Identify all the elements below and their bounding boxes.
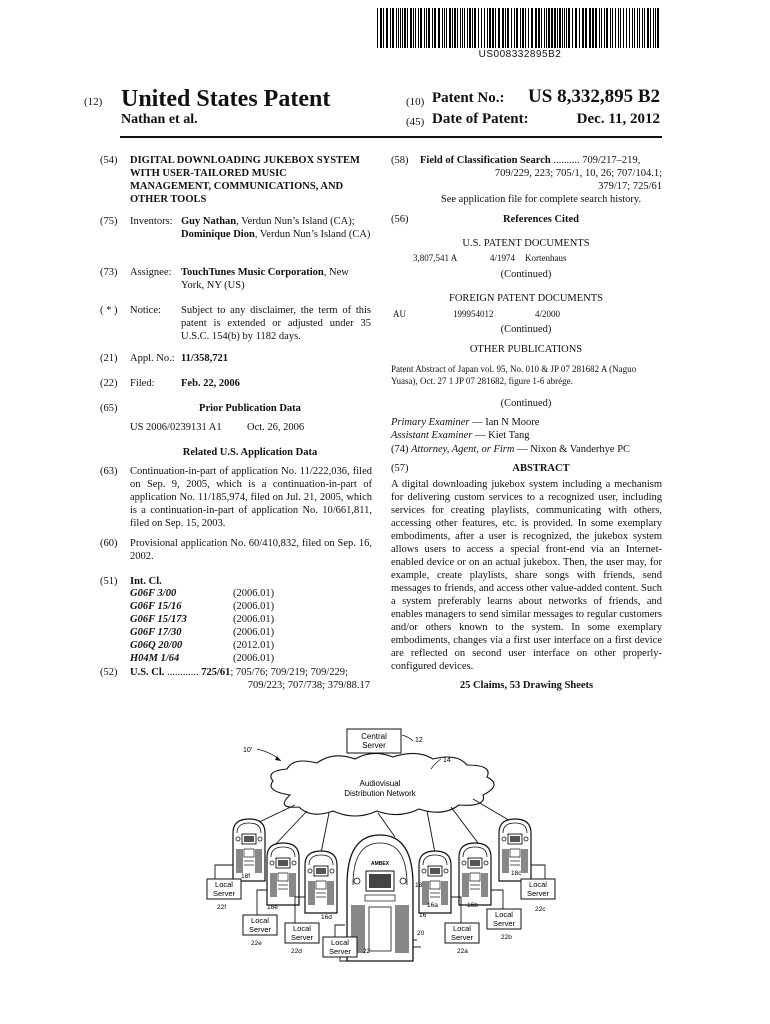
network-label-1: Audiovisual [359,779,401,788]
local-server-22f-label-2: Server [212,889,236,898]
barcode-bar [604,8,605,48]
barcode-bar [522,8,524,48]
local-server-22c-label-2: Server [526,889,550,898]
notice-text: Subject to any disclaimer, the term of this patent is extended or adjusted under 35 U.S.C. 154(b) by 1182 days. [181,305,371,342]
barcode-bar [377,8,378,48]
int-cl-class: G06F 15/173 [130,614,187,625]
barcode-bar [554,8,556,48]
barcode-bar [474,8,476,48]
jukebox-18f [233,819,265,881]
barcode-bar [618,8,619,48]
local-server-22c [521,879,555,899]
int-cl-version: (2006.01) [233,653,275,664]
prior-pub-heading: Prior Publication Data [199,403,301,414]
primary-examiner [391,416,539,429]
barcode-bar [438,8,440,48]
local-server-22b-label-1: Local [495,910,513,919]
barcode-bar [507,8,509,48]
barcode-bar [564,8,565,48]
barcode-bar [449,8,451,48]
local-server-22f [207,879,241,899]
f75-code: (75) [100,216,118,227]
assistant-examiner-name: — Kiet Tang [472,430,530,441]
attorney-row [391,443,630,456]
field-search-line2: 709/229, 223; 705/1, 10, 26; 707/104.1; [494,168,662,179]
attorney-label: Attorney, Agent, or Firm [411,444,515,455]
barcode-bar [460,8,461,48]
local-server-22b [487,909,521,929]
foreign-ref-country: AU [393,309,406,319]
barcode-bar [655,8,656,48]
barcode-bar [541,8,542,48]
barcode-bar [599,8,600,48]
f58-code: (58) [391,155,409,166]
invention-title: DIGITAL DOWNLOADING JUKEBOX SYSTEM WITH USER-TAILORED MUSIC MANAGEMENT, COMMUNICATIONS, AND OTHER TOOLS [130,155,360,205]
local-server-22 [323,937,357,957]
barcode-bar [454,8,456,48]
int-cl-class: G06F 3/00 [130,588,177,599]
int-cl-version: (2006.01) [233,588,275,599]
int-cl-row [130,639,370,652]
barcode-bar [592,8,594,48]
barcode-bar [634,8,635,48]
barcode-bar [383,8,384,48]
int-cl-row [130,587,370,600]
field-search-note: See application file for complete search history. [440,194,642,205]
local-server-22c-label-1: Local [529,880,547,889]
ref-22c: 22c [535,906,546,913]
barcode-bar [396,8,397,48]
inventor-1: Guy Nathan [181,216,237,227]
barcode-bar [535,8,537,48]
inventors-text [181,215,371,241]
network-label-2: Distribution Network [344,789,416,798]
barcode-bar [505,8,506,48]
barcode-bar [492,8,494,48]
barcode-bar [582,8,584,48]
barcode-bar [484,8,485,48]
barcode-bar [511,8,512,48]
barcode-bar [444,8,445,48]
barcode-bar [528,8,529,48]
foreign-ref-date: 4/2000 [535,309,561,319]
notice-code: ( * ) [100,305,118,316]
ref-18e: 18e [267,904,278,911]
int-cl-version: (2006.01) [233,627,275,638]
ref-20: 20 [417,930,425,937]
barcode-bar [647,8,649,48]
barcode-bar [498,8,500,48]
ref-18c: 18c [511,870,522,877]
barcode-bar [620,8,621,48]
barcode-bar [595,8,597,48]
barcode-bar [637,8,638,48]
int-cl-class: H04M 1/64 [130,653,180,664]
assignee-location: , New York, NY (US) [181,267,349,291]
ref-16a: 16a [427,902,438,909]
continuation-text: Continuation-in-part of application No. 11/222,036, filed on Sep. 9, 2005, which is a continuation-in-part of application No. 11/185,974, filed on Jul. 21, 2005, which is a continuation-in-part of application No. 10/661,811, filed on Sep. 15, 2003. [130,466,372,529]
local-server-22d [285,923,319,943]
barcode-number: US008332895B2 [478,49,562,60]
label-45: (45) [406,116,425,128]
int-cl-class: G06F 17/30 [130,627,182,638]
attorney-name: — Nixon & Vanderhye PC [514,444,631,455]
int-cl-row [130,600,370,613]
barcode-bar [568,8,570,48]
us-cl-dots: ............ [164,667,202,678]
label-12: (12) [84,96,103,108]
system-figure [195,725,615,1015]
barcode-bar [472,8,473,48]
barcode-bar [410,8,412,48]
barcode-bar [434,8,436,48]
filed-label: Filed: [130,378,155,389]
primary-examiner-name: — Ian N Moore [469,417,540,428]
patent-title: United States Patent [121,86,331,112]
ref-18f: 18f [241,873,251,880]
barcode-bar [514,8,515,48]
ref-22e: 22e [251,940,262,947]
barcode-bar [632,8,633,48]
us-cl-text [130,666,375,679]
barcode-bar [520,8,521,48]
continued-2: (Continued) [500,324,552,335]
int-cl-list [130,587,370,665]
int-cl-version: (2006.01) [233,614,275,625]
ref-10: 10' [243,747,253,754]
ref-22b: 22b [501,934,512,941]
f54-code: (54) [100,155,118,166]
barcode-bar [566,8,567,48]
f60-code: (60) [100,538,118,549]
us-ref-number: 3,807,541 A [413,253,458,263]
other-pubs-text: Patent Abstract of Japan vol. 95, No. 010 & JP 07 281682 A (Naguo Yuasa), Oct. 27 1 JP 07 281682, figure 1-6 abrége. [391,364,637,386]
prior-pub-number: US 2006/0239131 A1 [130,422,222,433]
jukebox-16b [459,843,491,905]
barcode-bar [606,8,608,48]
field-search-line1 [420,154,662,167]
f73-code: (73) [100,267,118,278]
barcode-bar [626,8,627,48]
inventor-2-location: , Verdun Nun’s Island (CA) [254,229,371,240]
f52-code: (52) [100,667,118,678]
barcode-bar [623,8,624,48]
barcode-bar [650,8,651,48]
foreign-ref-row [393,309,663,320]
barcode-bar [495,8,496,48]
references-heading: References Cited [503,214,579,225]
barcode-bar [601,8,602,48]
ref-16b: 16b [467,902,478,909]
inventor-2: Dominique Dion [181,229,255,240]
assignee-label: Assignee: [130,267,172,278]
local-server-22-label-2: Server [328,947,352,956]
patent-date: Dec. 11, 2012 [576,111,660,127]
us-cl-label: U.S. Cl. [130,667,165,678]
f57-code: (57) [391,463,409,474]
f63-code: (63) [100,466,118,477]
barcode-graphic [375,8,665,48]
abstract-heading: ABSTRACT [512,463,570,474]
barcode-bar [398,8,399,48]
barcode-bar [538,8,540,48]
assignee-name: TouchTunes Music Corporation [181,267,324,278]
int-cl-row [130,626,370,639]
barcode-bar [612,8,613,48]
jukebox-16d [305,851,337,913]
ref-22a: 22a [457,948,468,955]
us-ref-date: 4/1974 [490,253,516,263]
barcode-bar [467,8,468,48]
barcode-bar [462,8,463,48]
assistant-examiner [391,429,529,442]
field-search-line3: 379/17; 725/61 [598,181,662,192]
ref-14: 14 [443,757,451,764]
barcode-bar [452,8,453,48]
primary-examiner-label: Primary Examiner [391,417,470,428]
barcode-bar [402,8,403,48]
barcode-bar [562,8,563,48]
abstract-text: A digital downloading jukebox system including a mechanism for delivering custom services to a recognized user, including services for creating playlists, communicating with others, accessing other features, etc. is provided. In some exemplary embodiments, after a user is recognized, the jukebox system allows users to access a special front-end via an Internet-enabled device or on an actual jukebox. Then, the user may, for example, create playlists, share songs with friends, send messages to friends, and access other value-added content. Such a system preferably learns about networks of friends, and enables managers to send similar messages to regular customers and/or others known to the system. In some exemplary embodiments, changes via a first user interface on a first device are reflected on second user interface on other properly-configured devices. [391,479,662,672]
inventors-short: Nathan et al. [121,112,198,127]
filed-date: Feb. 22, 2006 [181,378,240,389]
provisional-text: Provisional application No. 60/410,832, filed on Sep. 16, 2002. [130,538,372,562]
inventor-1-location: , Verdun Nun’s Island (CA); [236,216,355,227]
barcode-bar [644,8,645,48]
f74-code: (74) [391,444,409,455]
barcode-bar [415,8,416,48]
barcode [375,8,665,48]
inventors-label: Inventors: [130,216,173,227]
barcode-bar [481,8,482,48]
barcode-bar [386,8,388,48]
barcode-bar [489,8,491,48]
barcode-bar [639,8,640,48]
barcode-bar [548,8,550,48]
barcode-bar [657,8,659,48]
prior-pub-date: Oct. 26, 2006 [247,422,305,433]
local-server-22a [445,923,479,943]
barcode-bar [629,8,630,48]
local-server-22e [243,915,277,935]
barcode-bar [546,8,547,48]
barcode-bar [407,8,408,48]
ref-22: 22 [363,948,371,955]
int-cl-class: G06Q 20/00 [130,640,183,651]
related-heading: Related U.S. Application Data [182,447,318,458]
int-cl-version: (2006.01) [233,601,275,612]
barcode-bar [557,8,558,48]
local-server-22e-label-2: Server [248,925,272,934]
field-search-label: Field of Classification Search [420,155,551,166]
int-cl-class: G06F 15/16 [130,601,182,612]
barcode-bar [575,8,577,48]
barcode-bar [400,8,401,48]
barcode-bar [478,8,479,48]
local-server-22f-label-1: Local [215,880,233,889]
us-ref-row [413,253,663,264]
barcode-bar [469,8,471,48]
appl-label: Appl. No.: [130,353,175,364]
assignee-text [181,266,366,292]
int-cl-row [130,613,370,626]
int-cl-row [130,652,370,665]
field-search-value-1: 709/217–219, [582,155,641,166]
local-server-22a-label-2: Server [450,933,474,942]
barcode-bar [502,8,504,48]
barcode-bar [585,8,587,48]
other-pubs-heading: OTHER PUBLICATIONS [469,344,583,355]
barcode-bar [610,8,611,48]
ref-22f: 22f [217,904,227,911]
ref-12: 12 [415,737,423,744]
barcode-bar [392,8,394,48]
patent-number: US 8,332,895 B2 [528,86,660,107]
notice-label: Notice: [130,305,161,316]
local-server-22e-label-1: Local [251,916,269,925]
foreign-ref-number: 199954012 [453,309,494,319]
continued-1: (Continued) [500,269,552,280]
local-server-22-label-1: Local [331,938,349,947]
f51-code: (51) [100,576,118,587]
us-ref-name: Kortenhaus [525,253,567,263]
us-docs-heading: U.S. PATENT DOCUMENTS [462,238,590,249]
continued-3: (Continued) [500,398,552,409]
barcode-bar [615,8,616,48]
local-server-22a-label-1: Local [453,924,471,933]
barcode-bar [380,8,382,48]
barcode-bar [653,8,654,48]
barcode-bar [457,8,458,48]
barcode-bar [390,8,391,48]
local-server-22d-label-2: Server [290,933,314,942]
central-server-label-2: Server [362,741,386,750]
barcode-bar [579,8,580,48]
barcode-bar [642,8,643,48]
ref-18: 18 [415,882,423,889]
claims-summary: 25 Claims, 53 Drawing Sheets [459,680,594,691]
barcode-bar [420,8,422,48]
field-search-dots: .......... [550,155,583,166]
local-server-22d-label-1: Local [293,924,311,933]
barcode-bar [424,8,425,48]
barcode-bar [413,8,414,48]
assistant-examiner-label: Assistant Examiner [391,430,473,441]
f65-code: (65) [100,403,118,414]
patent-no-label: Patent No.: [432,90,505,106]
barcode-bar [589,8,591,48]
jukebox-18e [267,843,299,905]
int-cl-label: Int. Cl. [130,576,162,587]
ref-16d: 16d [321,914,332,921]
foreign-docs-heading: FOREIGN PATENT DOCUMENTS [448,293,604,304]
header-rule [120,136,662,138]
barcode-bar [525,8,526,48]
barcode-bar [516,8,518,48]
barcode-bar [404,8,406,48]
barcode-bar [551,8,553,48]
barcode-bar [426,8,427,48]
ref-16: 16 [419,912,427,919]
barcode-bar [531,8,533,48]
f22-code: (22) [100,378,118,389]
barcode-bar [418,8,419,48]
f21-code: (21) [100,353,118,364]
barcode-bar [487,8,488,48]
barcode-bar [464,8,465,48]
us-cl-rest: ; 705/76; 709/219; 709/229; [230,667,348,678]
barcode-bar [432,8,433,48]
barcode-bar [544,8,545,48]
barcode-bar [428,8,430,48]
us-cl-main: 725/61 [201,667,231,678]
barcode-bar [572,8,573,48]
f56-code: (56) [391,214,409,225]
central-server-label-1: Central [361,732,387,741]
barcode-bar [559,8,561,48]
ref-22d: 22d [291,948,302,955]
label-10: (10) [406,96,425,108]
us-cl-line2: 709/223; 707/738; 379/88.17 [247,680,370,691]
appl-number: 11/358,721 [181,353,228,364]
barcode-bar [442,8,443,48]
jukebox-brand: AMBEX [370,861,390,867]
barcode-bar [446,8,447,48]
local-server-22b-label-2: Server [492,919,516,928]
date-label: Date of Patent: [432,111,529,127]
int-cl-version: (2012.01) [233,640,275,651]
